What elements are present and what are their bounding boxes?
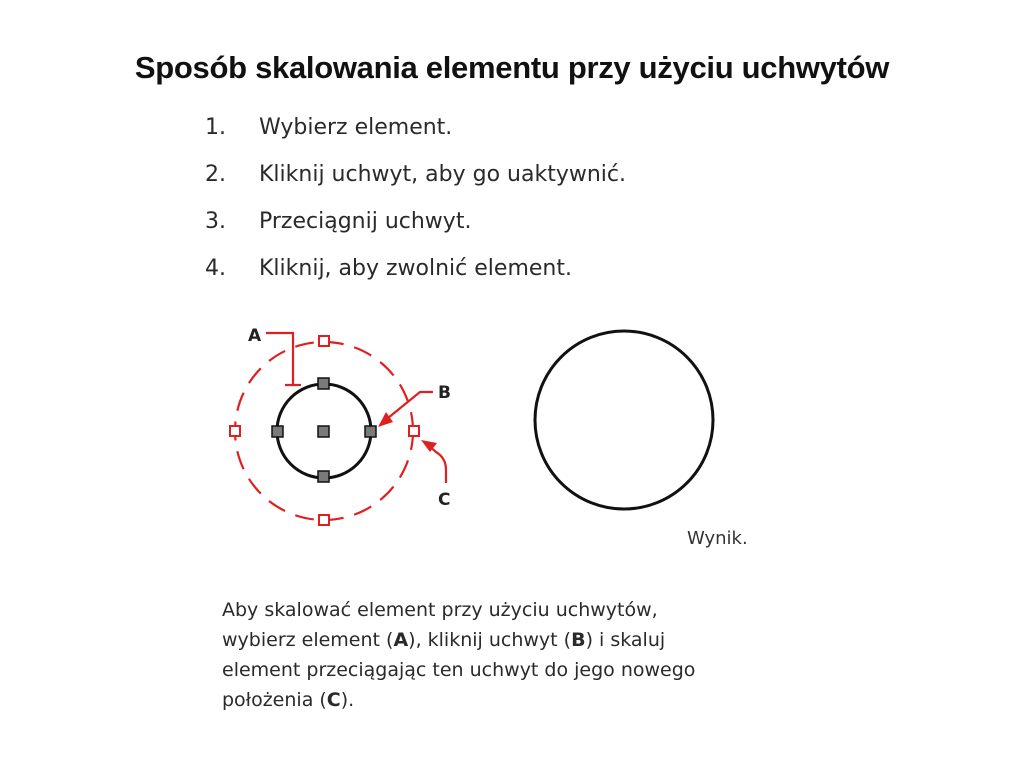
caption-text: ) i skaluj [585,629,666,651]
label-c: C [438,490,451,510]
caption-line-3: element przeciągając ten uchwyt do jego nowego [222,659,696,681]
red-grip-left [230,426,240,436]
step-number: 4. [205,256,226,281]
gray-grip-top [318,378,329,389]
caption-line-4 [222,685,802,715]
step-number: 3. [205,209,226,234]
caption-ref-b: B [571,629,586,651]
step-text: Wybierz element. [259,115,453,140]
step-number: 2. [205,162,226,187]
gray-grip-bottom [318,471,329,482]
red-grip-bottom [319,515,329,525]
caption-text: położenia ( [222,689,327,711]
step-text: Przeciągnij uchwyt. [259,209,472,234]
gray-grip-center [318,426,329,437]
label-b: B [438,383,451,403]
caption-ref-c: C [326,689,341,711]
leader-c [429,446,446,483]
caption-text: ), kliknij uchwyt ( [408,629,572,651]
arrowhead-b [378,412,393,427]
caption-text: wybierz element ( [222,629,394,651]
step-text: Kliknij, aby zwolnić element. [259,256,572,281]
caption [222,595,802,715]
caption-line-2 [222,625,802,655]
red-grip-right [409,426,419,436]
caption-text: ). [340,689,355,711]
gray-grip-left [272,426,283,437]
gray-grip-right [365,426,376,437]
caption-line-1: Aby skalować element przy użyciu uchwytów, [222,599,658,621]
result-circle [535,331,713,509]
slide-title: Sposób skalowania elementu przy użyciu uchwytów [134,50,890,85]
step-text: Kliknij uchwyt, aby go uaktywnić. [259,162,626,187]
result-label: Wynik. [687,528,748,549]
step-number: 1. [205,115,226,140]
label-a: A [248,326,262,346]
caption-ref-a: A [393,629,409,651]
red-grip-top [319,336,329,346]
